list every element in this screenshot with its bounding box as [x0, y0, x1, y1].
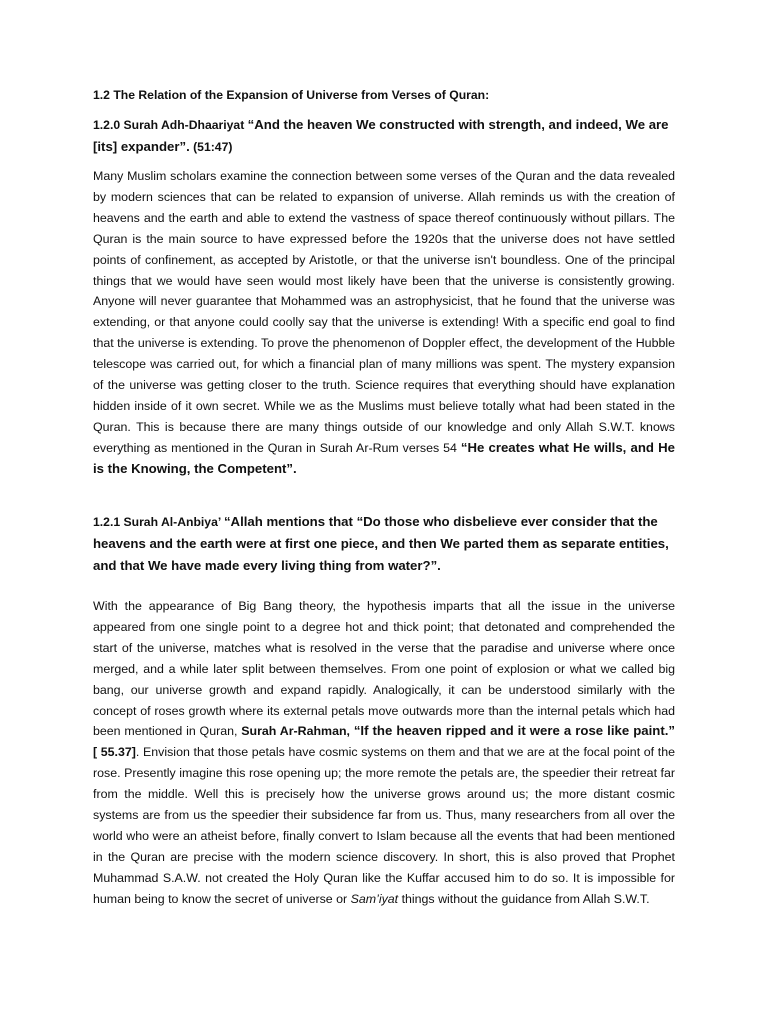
- subsection-2-verse: “Allah mentions that “Do those who disbelieve ever consider that the heavens and the earth were at first one piece, and then We parted them as separate entities, and that We have made every living thing from water?”.: [93, 514, 669, 573]
- paragraph-2-surah: Surah Ar-Rahman,: [241, 724, 354, 739]
- paragraph-1-quote: “He creates what He wills, and He is the Knowing, the Competent”.: [93, 439, 675, 476]
- paragraph-2-reference: [ 55.37]: [93, 745, 136, 760]
- paragraph-2-quote: “If the heaven ripped and it were a rose like paint.”: [353, 723, 675, 739]
- subsection-1-verse: “And the heaven We constructed with strength, and indeed, We are [its] expander”.: [93, 117, 669, 154]
- paragraph-2: [93, 596, 675, 910]
- paragraph-2-italic-term: Sam’iyat: [350, 891, 399, 906]
- paragraph-1: [93, 166, 675, 480]
- subsection-heading-1-2-0: [93, 114, 675, 158]
- paragraph-2-part3: things without the guidance from Allah S.W.T.: [398, 891, 650, 906]
- subsection-2-title-prefix: 1.2.1 Surah Al-Anbiya’: [93, 515, 224, 529]
- subsection-heading-1-2-1: [93, 511, 675, 577]
- paragraph-1-text: Many Muslim scholars examine the connection between some verses of the Quran and the data revealed by modern sciences that can be related to expansion of universe. Allah reminds us with the creation of heavens and the earth and able to extend the vastness of space thereof continuously without pillars. The Quran is the main source to have expressed before the 1920s that the universe does not have settled points of confinement, as accepted by Aristotle, or that the universe isn't boundless. One of the principal things that we would have seen would most likely have been that the universe is consistently growing. Anyone will never guarantee that Mohammed was an astrophysicist, that he found that the universe was extending, or that anyone could coolly say that the universe is extending! With a specific end goal to find that the universe is extending. To prove the phenomenon of Doppler effect, the development of the Hubble telescope was carried out, for which a financial plan of many millions was spent. The mystery expansion of the universe was getting closer to the truth. Science requires that everything should have explanation hidden inside of it own secret. While we as the Muslims must believe totally what had been stated in the Quran. This is because there are many things outside of our knowledge and only Allah S.W.T. knows everything as mentioned in the Quran in Surah Ar-Rum verses 54: [93, 169, 675, 455]
- subsection-1-reference: (51:47): [189, 140, 233, 154]
- paragraph-2-part1: With the appearance of Big Bang theory, the hypothesis imparts that all the issue in the universe appeared from one single point to a degree hot and thick point; that detonated and comprehended the start of the universe, matches what is resolved in the verse that the paradise and universe where once merged, and a while later split between themselves. From one point of explosion or what we called big bang, our universe growth and expand rapidly. Analogically, it can be understood similarly with the concept of roses growth where its external petals move outwards more than the internal petals which had been mentioned in Quran,: [93, 599, 675, 739]
- paragraph-2-part2: . Envision that those petals have cosmic systems on them and that we are at the focal point of the rose. Presently imagine this rose opening up; the more remote the petals are, the speedier their retreat far from the middle. Well this is precisely how the universe grows around us; the more distant cosmic systems are from us the speedier their subsidence far from us. Thus, many researchers from all over the world who were an atheist before, finally convert to Islam because all the events that had been mentioned in the Quran are precise with the modern science discovery. In short, this is also proved that Prophet Muhammad S.A.W. not created the Holy Quran like the Kuffar accused him to do so. It is impossible for human being to know the secret of universe or: [93, 745, 675, 906]
- section-heading: 1.2 The Relation of the Expansion of Universe from Verses of Quran:: [93, 88, 490, 102]
- subsection-1-title-prefix: 1.2.0 Surah Adh-Dhaariyat: [93, 118, 248, 132]
